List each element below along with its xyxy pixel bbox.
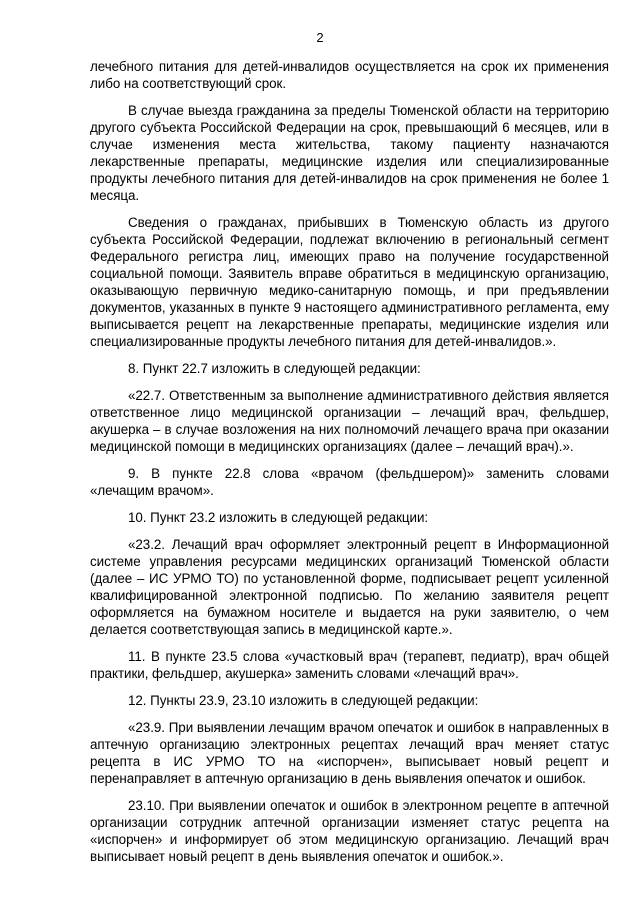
paragraph-continuation: лечебного питания для детей-инвалидов осуществляется на срок их применения либо на соответствующий срок. [90, 59, 609, 91]
paragraph-clause-23-9: «23.9. При выявлении лечащим врачом опечаток и ошибок в направленных в аптечную организацию электронных рецептах лечащий врач меняет статус рецепта в ИС УРМО ТО на «испорчен», выписывает новый рецепт и перенаправляет в аптечную организацию в день выявления опечаток и ошибок. [90, 720, 609, 786]
paragraph-clause-23-2: «23.2. Лечащий врач оформляет электронный рецепт в Информационной системе управления ресурсами медицинских организаций Тюменской области (далее – ИС УРМО ТО) по установленной форме, подписывает рецепт усиленной квалифицированной электронной подписью. По желанию заявителя рецепт оформляется на бумажном носителе и выдается на руки заявителю, о чем делается соответствующая запись в медицинской карте.». [90, 537, 609, 637]
paragraph-registry: Сведения о гражданах, прибывших в Тюменскую область из другого субъекта Российской Федерации, подлежат включению в региональный сегмент Федерального регистра лиц, имеющих право на получение государственной социальной помощи. Заявитель вправе обратиться в медицинскую организацию, оказывающую первичную медико-санитарную помощь, и при предъявлении документов, указанных в пункте 9 настоящего административного регламента, ему выписывается рецепт на лекарственные препараты, медицинские изделия или специализированные продукты лечебного питания для детей-инвалидов.». [90, 215, 609, 349]
document-body [90, 58, 609, 875]
paragraph-relocation: В случае выезда гражданина за пределы Тюменской области на территорию другого субъекта Российской Федерации на срок, превышающий 6 месяцев, или в случае изменения места жительства, такому пациенту назначаются лекарственные препараты, медицинские изделия или специализированные продукты лечебного питания для детей-инвалидов на срок применения не более 1 месяца. [90, 103, 609, 203]
paragraph-clause-22-7: «22.7. Ответственным за выполнение административного действия является ответственное лицо медицинской организации – лечащий врач, фельдшер, акушерка – в случае возложения на них полномочий лечащего врача при оказании медицинской помощи в медицинских организациях (далее – лечащий врач).». [90, 388, 609, 454]
page-number: 2 [316, 30, 324, 45]
paragraph-item-9: 9. В пункте 22.8 слова «врачом (фельдшером)» заменить словами «лечащим врачом». [90, 466, 609, 498]
paragraph-item-12: 12. Пункты 23.9, 23.10 изложить в следующей редакции: [128, 693, 479, 708]
paragraph-item-8: 8. Пункт 22.7 изложить в следующей редакции: [128, 361, 421, 376]
paragraph-clause-23-10: 23.10. При выявлении опечаток и ошибок в электронном рецепте в аптечной организации сотрудник аптечной организации изменяет статус рецепта на «испорчен» и информирует об этом медицинскую организацию. Лечащий врач выписывает новый рецепт в день выявления опечаток и ошибок.». [90, 798, 609, 864]
paragraph-item-11: 11. В пункте 23.5 слова «участковый врач (терапевт, педиатр), врач общей практики, фельдшер, акушерка» заменить словами «лечащий врач». [90, 649, 609, 681]
paragraph-item-10: 10. Пункт 23.2 изложить в следующей редакции: [128, 510, 429, 525]
